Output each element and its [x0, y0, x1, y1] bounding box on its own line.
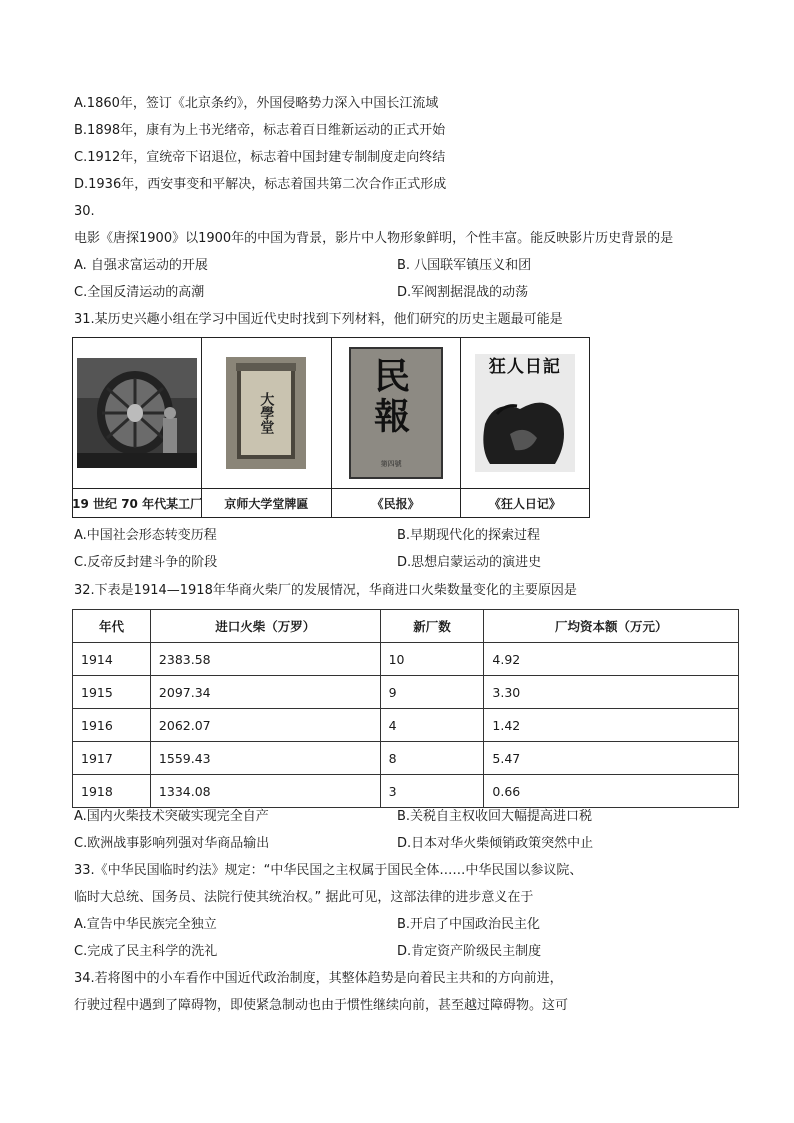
q31-option-c: C.反帝反封建斗争的阶段	[74, 555, 218, 570]
caption-minbao: 《民报》	[332, 488, 460, 517]
q33-stem-line2: 临时大总统、国务员、法院行使其统治权。” 据此可见，这部法律的进步意义在于	[74, 890, 534, 905]
q33-option-a: A.宣告中华民族完全独立	[74, 917, 217, 932]
kuangren-image-cell	[461, 338, 589, 517]
cell-new-factories: 8	[380, 742, 484, 775]
cell-imports: 1334.08	[150, 775, 380, 808]
cell-new-factories: 4	[380, 709, 484, 742]
caption-plaque: 京师大学堂牌匾	[202, 488, 330, 517]
caption-factory: 19 世纪 70 年代某工厂	[73, 488, 201, 517]
cell-new-factories: 9	[380, 676, 484, 709]
table-row	[73, 709, 739, 742]
q30-number: 30.	[74, 204, 95, 219]
header-new-factories: 新厂数	[380, 610, 484, 643]
q32-option-d: D.日本对华火柴倾销政策突然中止	[397, 836, 594, 851]
q33-stem-line1: 33.《中华民国临时约法》规定：“中华民国之主权属于国民全体……中华民国以参议院、	[74, 863, 583, 878]
cell-avg-capital: 5.47	[484, 742, 739, 775]
cell-year: 1914	[73, 643, 151, 676]
table-row	[73, 676, 739, 709]
q32-option-a: A.国内火柴技术突破实现完全自产	[74, 809, 269, 824]
table-header-row	[73, 610, 739, 643]
plaque-photo	[202, 338, 330, 488]
q30-option-a: A. 自强求富运动的开展	[74, 258, 208, 273]
q30-option-c: C.全国反清运动的高潮	[74, 285, 205, 300]
q34-stem-line1: 34.若将图中的小车看作中国近代政治制度，其整体趋势是向着民主共和的方向前进，	[74, 971, 563, 986]
header-year: 年代	[73, 610, 151, 643]
q32-option-c: C.欧洲战事影响列强对华商品输出	[74, 836, 270, 851]
cell-avg-capital: 3.30	[484, 676, 739, 709]
match-factory-table	[72, 609, 739, 808]
cell-year: 1915	[73, 676, 151, 709]
q33-option-c: C.完成了民主科学的洗礼	[74, 944, 218, 959]
minbao-cover	[332, 338, 460, 488]
kuangren-title: 狂人日記	[488, 357, 561, 377]
q31-option-d: D.思想启蒙运动的演进史	[397, 555, 542, 570]
kuangren-cover	[461, 338, 589, 488]
cell-imports: 1559.43	[150, 742, 380, 775]
cell-imports: 2383.58	[150, 643, 380, 676]
q34-stem-line2: 行驶过程中遇到了障碍物，即使紧急制动也由于惯性继续向前，甚至越过障碍物。这可	[74, 998, 569, 1013]
table-row	[73, 742, 739, 775]
q29-option-d: D.1936年，西安事变和平解决，标志着国共第二次合作正式形成	[74, 177, 447, 192]
minbao-image-cell	[332, 338, 461, 517]
q29-option-b: B.1898年，康有为上书光绪帝，标志着百日维新运动的正式开始	[74, 123, 446, 138]
q30-stem: 电影《唐探1900》以1900年的中国为背景，影片中人物形象鲜明，个性丰富。能反映影片历史背景的是	[74, 231, 674, 246]
cell-year: 1917	[73, 742, 151, 775]
minbao-issue: 第四號	[380, 460, 402, 468]
cell-imports: 2097.34	[150, 676, 380, 709]
minbao-title: 民報	[368, 357, 411, 437]
cell-year: 1916	[73, 709, 151, 742]
q31-option-a: A.中国社会形态转变历程	[74, 528, 217, 543]
caption-kuangren: 《狂人日记》	[461, 488, 589, 517]
q33-option-b: B.开启了中国政治民主化	[397, 917, 541, 932]
cell-year: 1918	[73, 775, 151, 808]
q31-option-b: B.早期现代化的探索过程	[397, 528, 541, 543]
factory-image-cell	[73, 338, 202, 517]
q29-option-c: C.1912年，宣统帝下诏退位，标志着中国封建专制制度走向终结	[74, 150, 446, 165]
cell-avg-capital: 0.66	[484, 775, 739, 808]
cell-avg-capital: 4.92	[484, 643, 739, 676]
cell-avg-capital: 1.42	[484, 709, 739, 742]
q32-option-b: B.关税自主权收回大幅提高进口税	[397, 809, 593, 824]
q32-stem: 32.下表是1914—1918年华商火柴厂的发展情况，华商进口火柴数量变化的主要原因是	[74, 583, 577, 598]
q33-option-d: D.肯定资产阶级民主制度	[397, 944, 542, 959]
header-avg-capital: 厂均资本额（万元）	[484, 610, 739, 643]
plaque-text: 大學堂	[258, 392, 275, 434]
cell-new-factories: 3	[380, 775, 484, 808]
header-imports: 进口火柴（万罗）	[150, 610, 380, 643]
plaque-image-cell	[202, 338, 331, 517]
q29-option-a: A.1860年，签订《北京条约》，外国侵略势力深入中国长江流域	[74, 96, 439, 111]
q30-option-b: B. 八国联军镇压义和团	[397, 258, 532, 273]
cell-imports: 2062.07	[150, 709, 380, 742]
q30-option-d: D.军阀割据混战的动荡	[397, 285, 529, 300]
factory-photo	[73, 338, 201, 488]
q31-image-strip	[72, 337, 590, 518]
table-row	[73, 775, 739, 808]
cell-new-factories: 10	[380, 643, 484, 676]
table-row	[73, 643, 739, 676]
q31-stem: 31.某历史兴趣小组在学习中国近代史时找到下列材料，他们研究的历史主题最可能是	[74, 312, 563, 327]
